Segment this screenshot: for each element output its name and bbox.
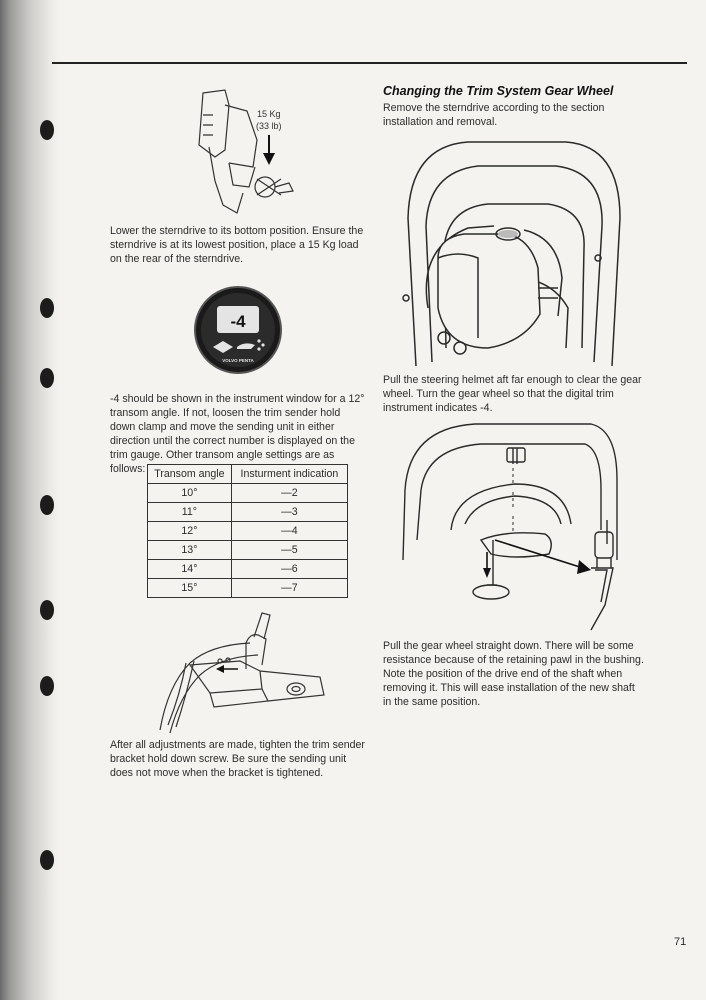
binder-hole xyxy=(40,495,54,515)
binder-hole xyxy=(40,298,54,318)
trim-gauge-text: -4 should be shown in the instrument window for a 12° transom angle. If not, loosen the trim sender hold down clamp and move the sending unit in either direction until the correct number is displayed on the trim gauge. Other transom angle settings are as follows: xyxy=(110,393,365,475)
table-row xyxy=(148,503,348,522)
binder-hole xyxy=(40,600,54,620)
table-cell: 10° xyxy=(148,484,232,503)
table-row xyxy=(148,541,348,560)
gauge-display: -4 xyxy=(230,312,246,331)
table-cell: 13° xyxy=(148,541,232,560)
table-row xyxy=(148,522,348,541)
page-number: 71 xyxy=(674,936,687,948)
binder-hole xyxy=(40,850,54,870)
table-cell: —6 xyxy=(231,560,347,579)
trim-gauge-figure xyxy=(193,285,283,375)
table-cell: —4 xyxy=(231,522,347,541)
remove-sterndrive-text: Remove the sterndrive according to the section installation and removal. xyxy=(383,102,605,128)
table-cell: —2 xyxy=(231,484,347,503)
table-row xyxy=(148,579,348,598)
sterndrive-load-figure xyxy=(185,85,315,220)
lower-sterndrive-text: Lower the sterndrive to its bottom position. Ensure the sterndrive is at its lowest position, place a 15 Kg load on the rear of the sterndrive. xyxy=(110,225,364,265)
table-row xyxy=(148,484,348,503)
transom-angle-table xyxy=(147,464,348,598)
section-heading: Changing the Trim System Gear Wheel xyxy=(383,84,614,98)
binder-hole xyxy=(40,120,54,140)
table-cell: —5 xyxy=(231,541,347,560)
load-label-lb: (33 lb) xyxy=(256,121,282,131)
steering-helmet-figure xyxy=(398,138,628,370)
table-header: Insturment indication xyxy=(231,465,347,484)
table-header-row xyxy=(148,465,348,484)
load-label-kg: 15 Kg xyxy=(257,109,281,119)
table-cell: 14° xyxy=(148,560,232,579)
table-cell: 12° xyxy=(148,522,232,541)
trim-sender-bracket-figure xyxy=(150,605,340,735)
binder-hole xyxy=(40,368,54,388)
table-header: Transom angle xyxy=(148,465,232,484)
pull-gear-wheel-text: Pull the gear wheel straight down. There will be some resistance because of the retaining pawl in the bushing. Note the position of the drive end of the shaft when removing it. This will ease installation of the new shaft in the same position. xyxy=(383,640,644,708)
gauge-brand: VOLVO PENTA xyxy=(222,358,254,363)
gear-wheel-removal-figure xyxy=(395,420,625,635)
table-cell: —7 xyxy=(231,579,347,598)
binder-hole xyxy=(40,676,54,696)
table-cell: 11° xyxy=(148,503,232,522)
table-cell: —3 xyxy=(231,503,347,522)
table-row xyxy=(148,560,348,579)
table-cell: 15° xyxy=(148,579,232,598)
tighten-bracket-text: After all adjustments are made, tighten the trim sender bracket hold down screw. Be sure the sending unit does not move when the bracket is tightened. xyxy=(110,739,365,779)
header-rule xyxy=(52,62,687,64)
pull-helmet-text: Pull the steering helmet aft far enough to clear the gear wheel. Turn the gear wheel so that the digital trim instrument indicates -4. xyxy=(383,374,642,414)
